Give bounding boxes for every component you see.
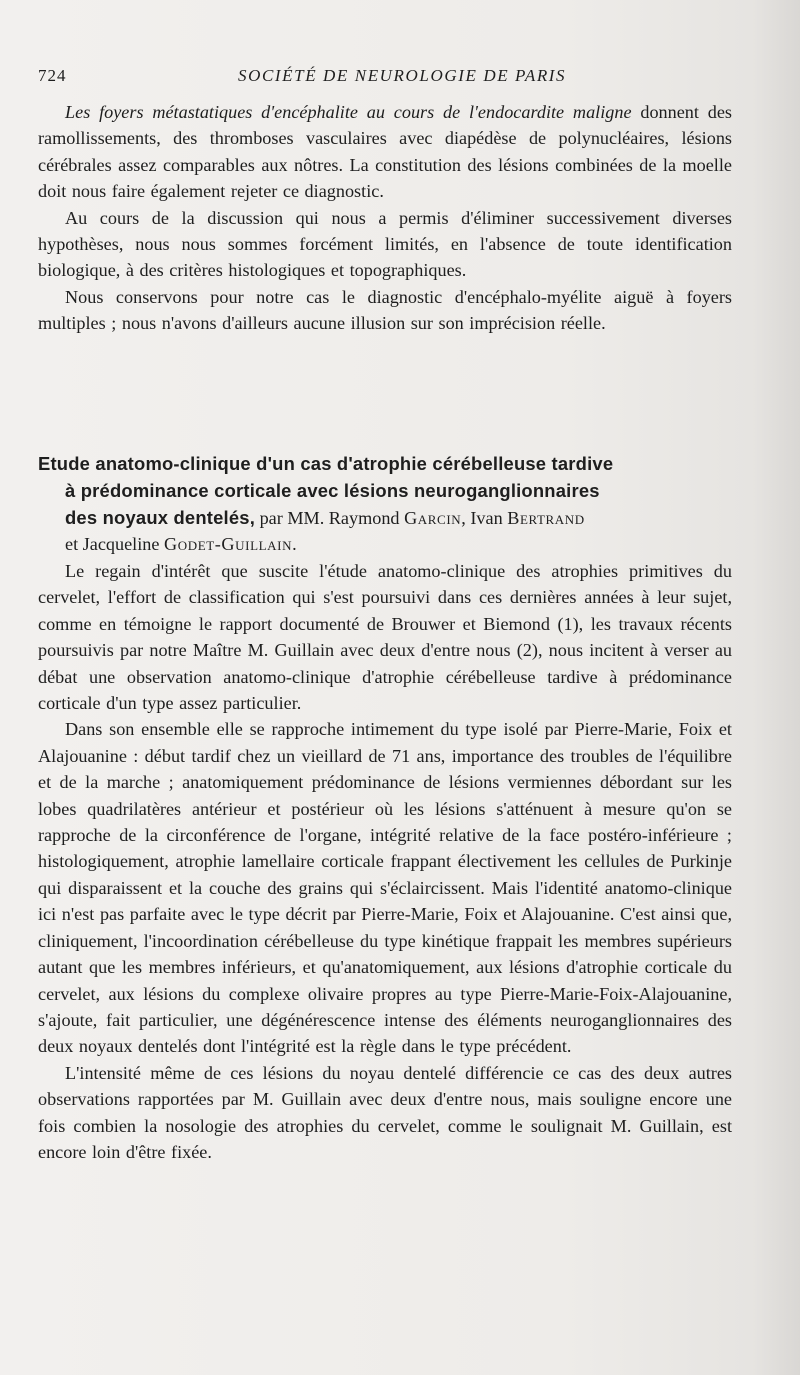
- page-number: 724: [38, 66, 67, 85]
- paragraph: [38, 99, 732, 205]
- title-line: et Jacqueline Godet-Guillain.: [65, 534, 297, 555]
- paragraph: Nous conservons pour notre cas le diagnostic d'encéphalo-myélite aiguë à foyers multiples ; nous n'avons d'ailleurs aucune illusion sur son imprécision réelle.: [38, 286, 732, 334]
- author-name: Bertrand: [507, 507, 585, 528]
- author-name: Godet-Guillain: [163, 534, 293, 555]
- title-line: Etude anatomo-clinique d'un cas d'atrophie cérébelleuse tardive: [38, 453, 614, 474]
- running-title: SOCIÉTÉ DE NEUROLOGIE DE PARIS: [238, 66, 567, 85]
- article-title: [38, 451, 732, 558]
- author-name: Garcin: [404, 507, 462, 528]
- previous-article-conclusion: [38, 99, 732, 337]
- title-line: des noyaux dentelés, par MM. Raymond Garcin, Ivan Bertrand: [65, 506, 585, 528]
- paragraph: L'intensité même de ces lésions du noyau dentelé différencie ce cas des deux autres observations rapportées par M. Guillain avec deux d'entre nous, mais souligne encore une fois combien la nosologie des atrophies du cervelet, comme le soulignait M. Guillain, est encore loin d'être fixée.: [38, 1062, 732, 1162]
- paragraph: Le regain d'intérêt que suscite l'étude anatomo-clinique des atrophies primitives du cervelet, l'effort de classification qui s'est poursuivi dans ces dernières années à leur sujet, comme en témoigne le rapport documenté de Brouwer et Biemond (1), les travaux récents poursuivis par notre Maître M. Guillain avec deux d'entre nous (2), nous incitent à verser au débat une observation anatomo-clinique d'atrophie cérébelleuse tardive à prédominance corticale d'un type assez particulier.: [38, 561, 732, 714]
- paragraph: Au cours de la discussion qui nous a permis d'éliminer successivement diverses hypothèses, nous nous sommes forcément limités, en l'absence de toute identification biologique, à des critères histologiques et topographiques.: [38, 207, 732, 281]
- article-body: [38, 558, 732, 1165]
- italic-lead: Les foyers métastatiques d'encéphalite au cours de l'endocardite maligne: [65, 102, 632, 122]
- title-line: à prédominance corticale avec lésions neuroganglionnaires: [65, 479, 600, 501]
- page-header: [38, 66, 758, 90]
- paragraph-text: donnent des ramollissements, des thromboses vasculaires avec diapédèse de polynucléaires, lésions cérébrales assez comparables aux nôtres. La constitution des lésions combinées de la moelle doit nous faire également rejeter ce diagnostic.: [38, 102, 733, 202]
- paragraph: Dans son ensemble elle se rapproche intimement du type isolé par Pierre-Marie, Foix et Alajouanine : début tardif chez un vieillard de 71 ans, importance des troubles de l'équilibre et de la marche ; anatomiquement prédominance de lésions vermiennes débordant sur les lobes quadrilatères antérieur et postérieur où les lésions s'atténuent à mesure qu'on se rapproche de la circonférence de l'organe, intégrité relative de la face postéro-inférieure ; histologiquement, atrophie lamellaire corticale frappant électivement les cellules de Purkinje qui disparaissent et la couche des grains qui s'éclaircissent. Mais l'identité anatomo-clinique ici n'est pas parfaite avec le type décrit par Pierre-Marie, Foix et Alajouanine. C'est ainsi que, cliniquement, l'incoordination cérébelleuse du type kinétique frappait les membres supérieurs autant que les membres inférieurs, et qu'anatomiquement, aux lésions d'atrophie corticale du cervelet, aux lésions du complexe olivaire propres au type Pierre-Marie-Foix-Alajouanine, s'ajoute, fait particulier, une dégénérescence intense des éléments neuroganglionnaires des deux noyaux dentelés dont l'intégrité est la règle dans le type précédent.: [38, 719, 732, 1057]
